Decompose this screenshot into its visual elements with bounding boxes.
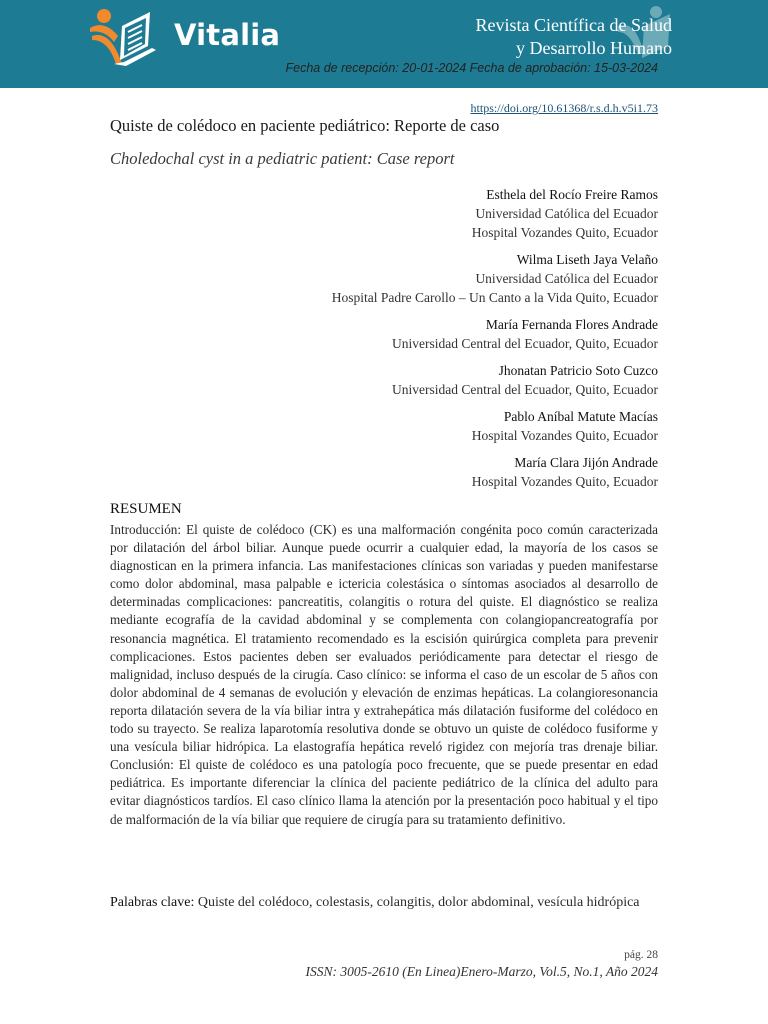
author-block	[110, 453, 658, 491]
author-affiliation: Universidad Central del Ecuador, Quito, Ecuador	[392, 336, 658, 351]
author-name: Jhonatan Patricio Soto Cuzco	[498, 363, 658, 378]
abstract-text: Introducción: El quiste de colédoco (CK) es una malformación congénita poco común caracterizada por dilatación del árbol biliar. Aunque puede ocurrir a cualquier edad, la mayoría de los casos se diagnostican en la primera infancia. Las manifestaciones clínicas son variadas y pueden manifestarse como dolor abdominal, masa palpable e ictericia colestásica o síntomas asociados al desarrollo de determinadas complicaciones: pancreatitis, colangitis o rotura del quiste. El diagnóstico se realiza mediante ecografía de la cavidad abdominal y se complementa con colangiopancreatografía por resonancia magnética. El tratamiento recomendado es la escisión quirúrgica completa para prevenir complicaciones. Estos pacientes deben ser evaluados periódicamente para detectar el riesgo de malignidad, incluso después de la cirugía. Caso clínico: se informa el caso de un escolar de 5 años con dolor abdominal de 4 semanas de evolución y elevación de enzimas hepáticas. La colangioresonancia reporta dilatación severa de la vía biliar intra y extrahepática más dilatación fusiforme del colédoco en todo su trayecto. Se realiza laparotomía resolutiva donde se obtuvo un quiste de colédoco fusiforme y una vesícula biliar hidrópica. La elastografía hepática reveló rigidez con mejoría tras drenaje biliar. Conclusión: El quiste de colédoco es una patología poco frecuente, que se puede presentar en edad pediátrica. Es importante diferenciar la clínica del paciente pediátrico de la clínica del adulto para evitar diagnósticos tardíos. El caso clínico llama la atención por la presentación poco habitual y el tipo de malformación de la vía biliar que requiere de cirugía para su tratamiento definitivo.	[110, 522, 658, 827]
journal-name-line2: y Desarrollo Humano	[516, 38, 672, 58]
journal-name-line1: Revista Científica de Salud	[475, 15, 672, 35]
keywords-text: Quiste del colédoco, colestasis, colangitis, dolor abdominal, vesícula hidrópica	[197, 895, 640, 910]
author-affiliation: Hospital Vozandes Quito, Ecuador	[471, 474, 658, 489]
author-affiliation: Universidad Católica del Ecuador	[475, 206, 658, 221]
keywords-section	[110, 893, 658, 913]
author-affiliation: Hospital Vozandes Quito, Ecuador	[471, 428, 658, 443]
author-name: Pablo Aníbal Matute Macías	[503, 409, 658, 424]
author-block	[110, 407, 658, 445]
author-name: Esthela del Rocío Freire Ramos	[486, 187, 658, 202]
submission-dates: Fecha de recepción: 20-01-2024 Fecha de aprobación: 15-03-2024	[285, 61, 658, 75]
author-name: María Fernanda Flores Andrade	[485, 317, 658, 332]
author-name: María Clara Jijón Andrade	[514, 455, 658, 470]
author-block	[110, 250, 658, 307]
author-name: Wilma Liseth Jaya Velaño	[516, 252, 658, 267]
article-subtitle-english: Choledochal cyst in a pediatric patient: Case report	[110, 149, 455, 168]
author-affiliation: Hospital Vozandes Quito, Ecuador	[471, 225, 658, 240]
author-affiliation: Universidad Católica del Ecuador	[475, 271, 658, 286]
abstract-heading: RESUMEN	[110, 501, 182, 517]
article-title: Quiste de colédoco en paciente pediátrico: Reporte de caso	[110, 116, 500, 135]
author-affiliation: Universidad Central del Ecuador, Quito, Ecuador	[392, 382, 658, 397]
keywords-label: Palabras clave:	[110, 895, 195, 910]
logo-wordmark: Vitalia	[174, 18, 281, 52]
author-block	[110, 315, 658, 353]
doi-link[interactable]: https://doi.org/10.61368/r.s.d.h.v5i1.73	[470, 101, 658, 115]
author-list	[110, 185, 658, 499]
author-block	[110, 185, 658, 242]
journal-name	[476, 14, 672, 60]
author-block	[110, 361, 658, 399]
page-number: pág. 28	[624, 949, 658, 961]
issn-footer: ISSN: 3005-2610 (En Linea)Enero-Marzo, Vol.5, No.1, Año 2024	[305, 964, 658, 979]
author-affiliation: Hospital Padre Carollo – Un Canto a la Vida Quito, Ecuador	[331, 290, 658, 305]
